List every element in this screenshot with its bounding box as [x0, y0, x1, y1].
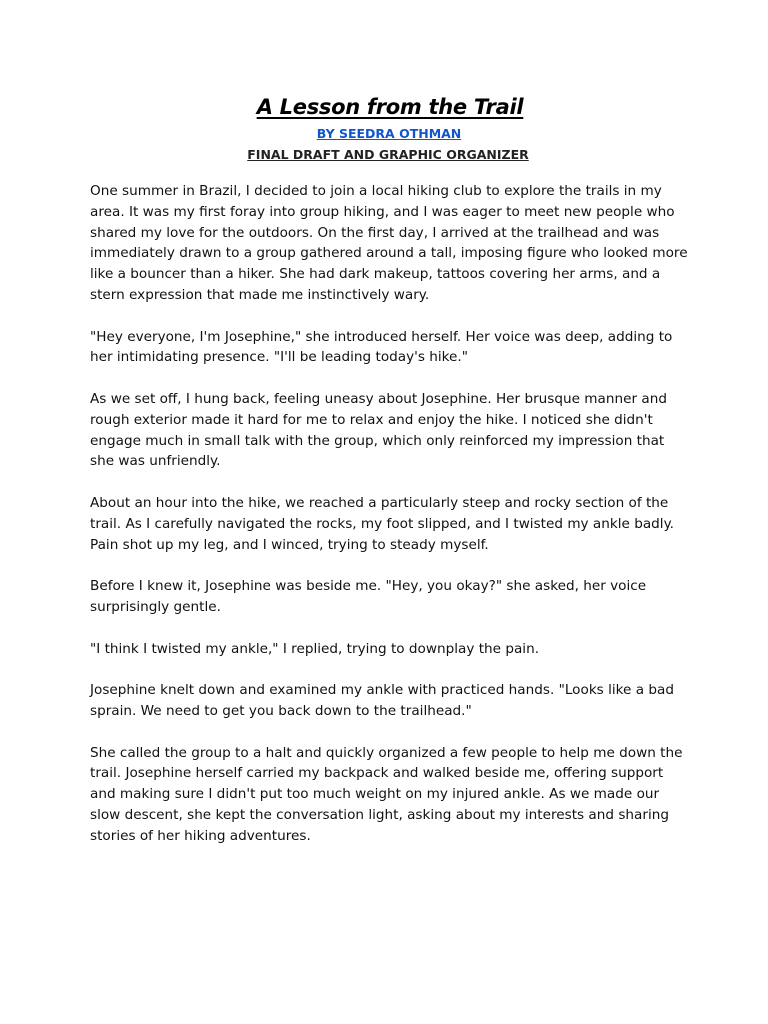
- paragraph: One summer in Brazil, I decided to join a local hiking club to explore the trails in my area. It was my first foray into group hiking, and I was eager to meet new people who shared my love for the outdoors. On the first day, I arrived at the trailhead and was immediately drawn to a group gathered around a tall, imposing figure who looked more like a bouncer than a hiker. She had dark makeup, tattoos covering her arms, and a stern expression that made me instinctively wary.: [90, 183, 688, 303]
- paragraph: As we set off, I hung back, feeling uneasy about Josephine. Her brusque manner and rough exterior made it hard for me to relax and enjoy the hike. I noticed she didn't engage much in small talk with the group, which only reinforced my impression that she was unfriendly.: [90, 390, 667, 470]
- document-subtitle: FINAL DRAFT AND GRAPHIC ORGANIZER: [247, 147, 529, 162]
- paragraph: Josephine knelt down and examined my ankle with practiced hands. "Looks like a bad sprain. We need to get you back down to the trailhead.": [90, 682, 674, 719]
- document-header: [0, 92, 768, 165]
- document-title: A Lesson from the Trail: [256, 95, 524, 119]
- paragraph: Before I knew it, Josephine was beside me. "Hey, you okay?" she asked, her voice surprisingly gentle.: [90, 578, 647, 615]
- paragraph: "I think I twisted my ankle," I replied, trying to downplay the pain.: [90, 640, 540, 657]
- document-body: [90, 181, 690, 867]
- paragraph: About an hour into the hike, we reached a particularly steep and rocky section of the trail. As I carefully navigated the rocks, my foot slipped, and I twisted my ankle badly. Pain shot up my leg, and I winced, trying to steady myself.: [90, 494, 674, 553]
- paragraph: "Hey everyone, I'm Josephine," she introduced herself. Her voice was deep, adding to her intimidating presence. "I'll be leading today's hike.": [90, 328, 673, 366]
- author-link[interactable]: BY SEEDRA OTHMAN: [316, 126, 462, 141]
- paragraph: She called the group to a halt and quickly organized a few people to help me down the trail. Josephine herself carried my backpack and walked beside me, offering support and making sure I didn't put too much weight on my injured ankle. As we made our slow descent, she kept the conversation light, asking about my interests and sharing stories of her hiking adventures.: [90, 744, 683, 844]
